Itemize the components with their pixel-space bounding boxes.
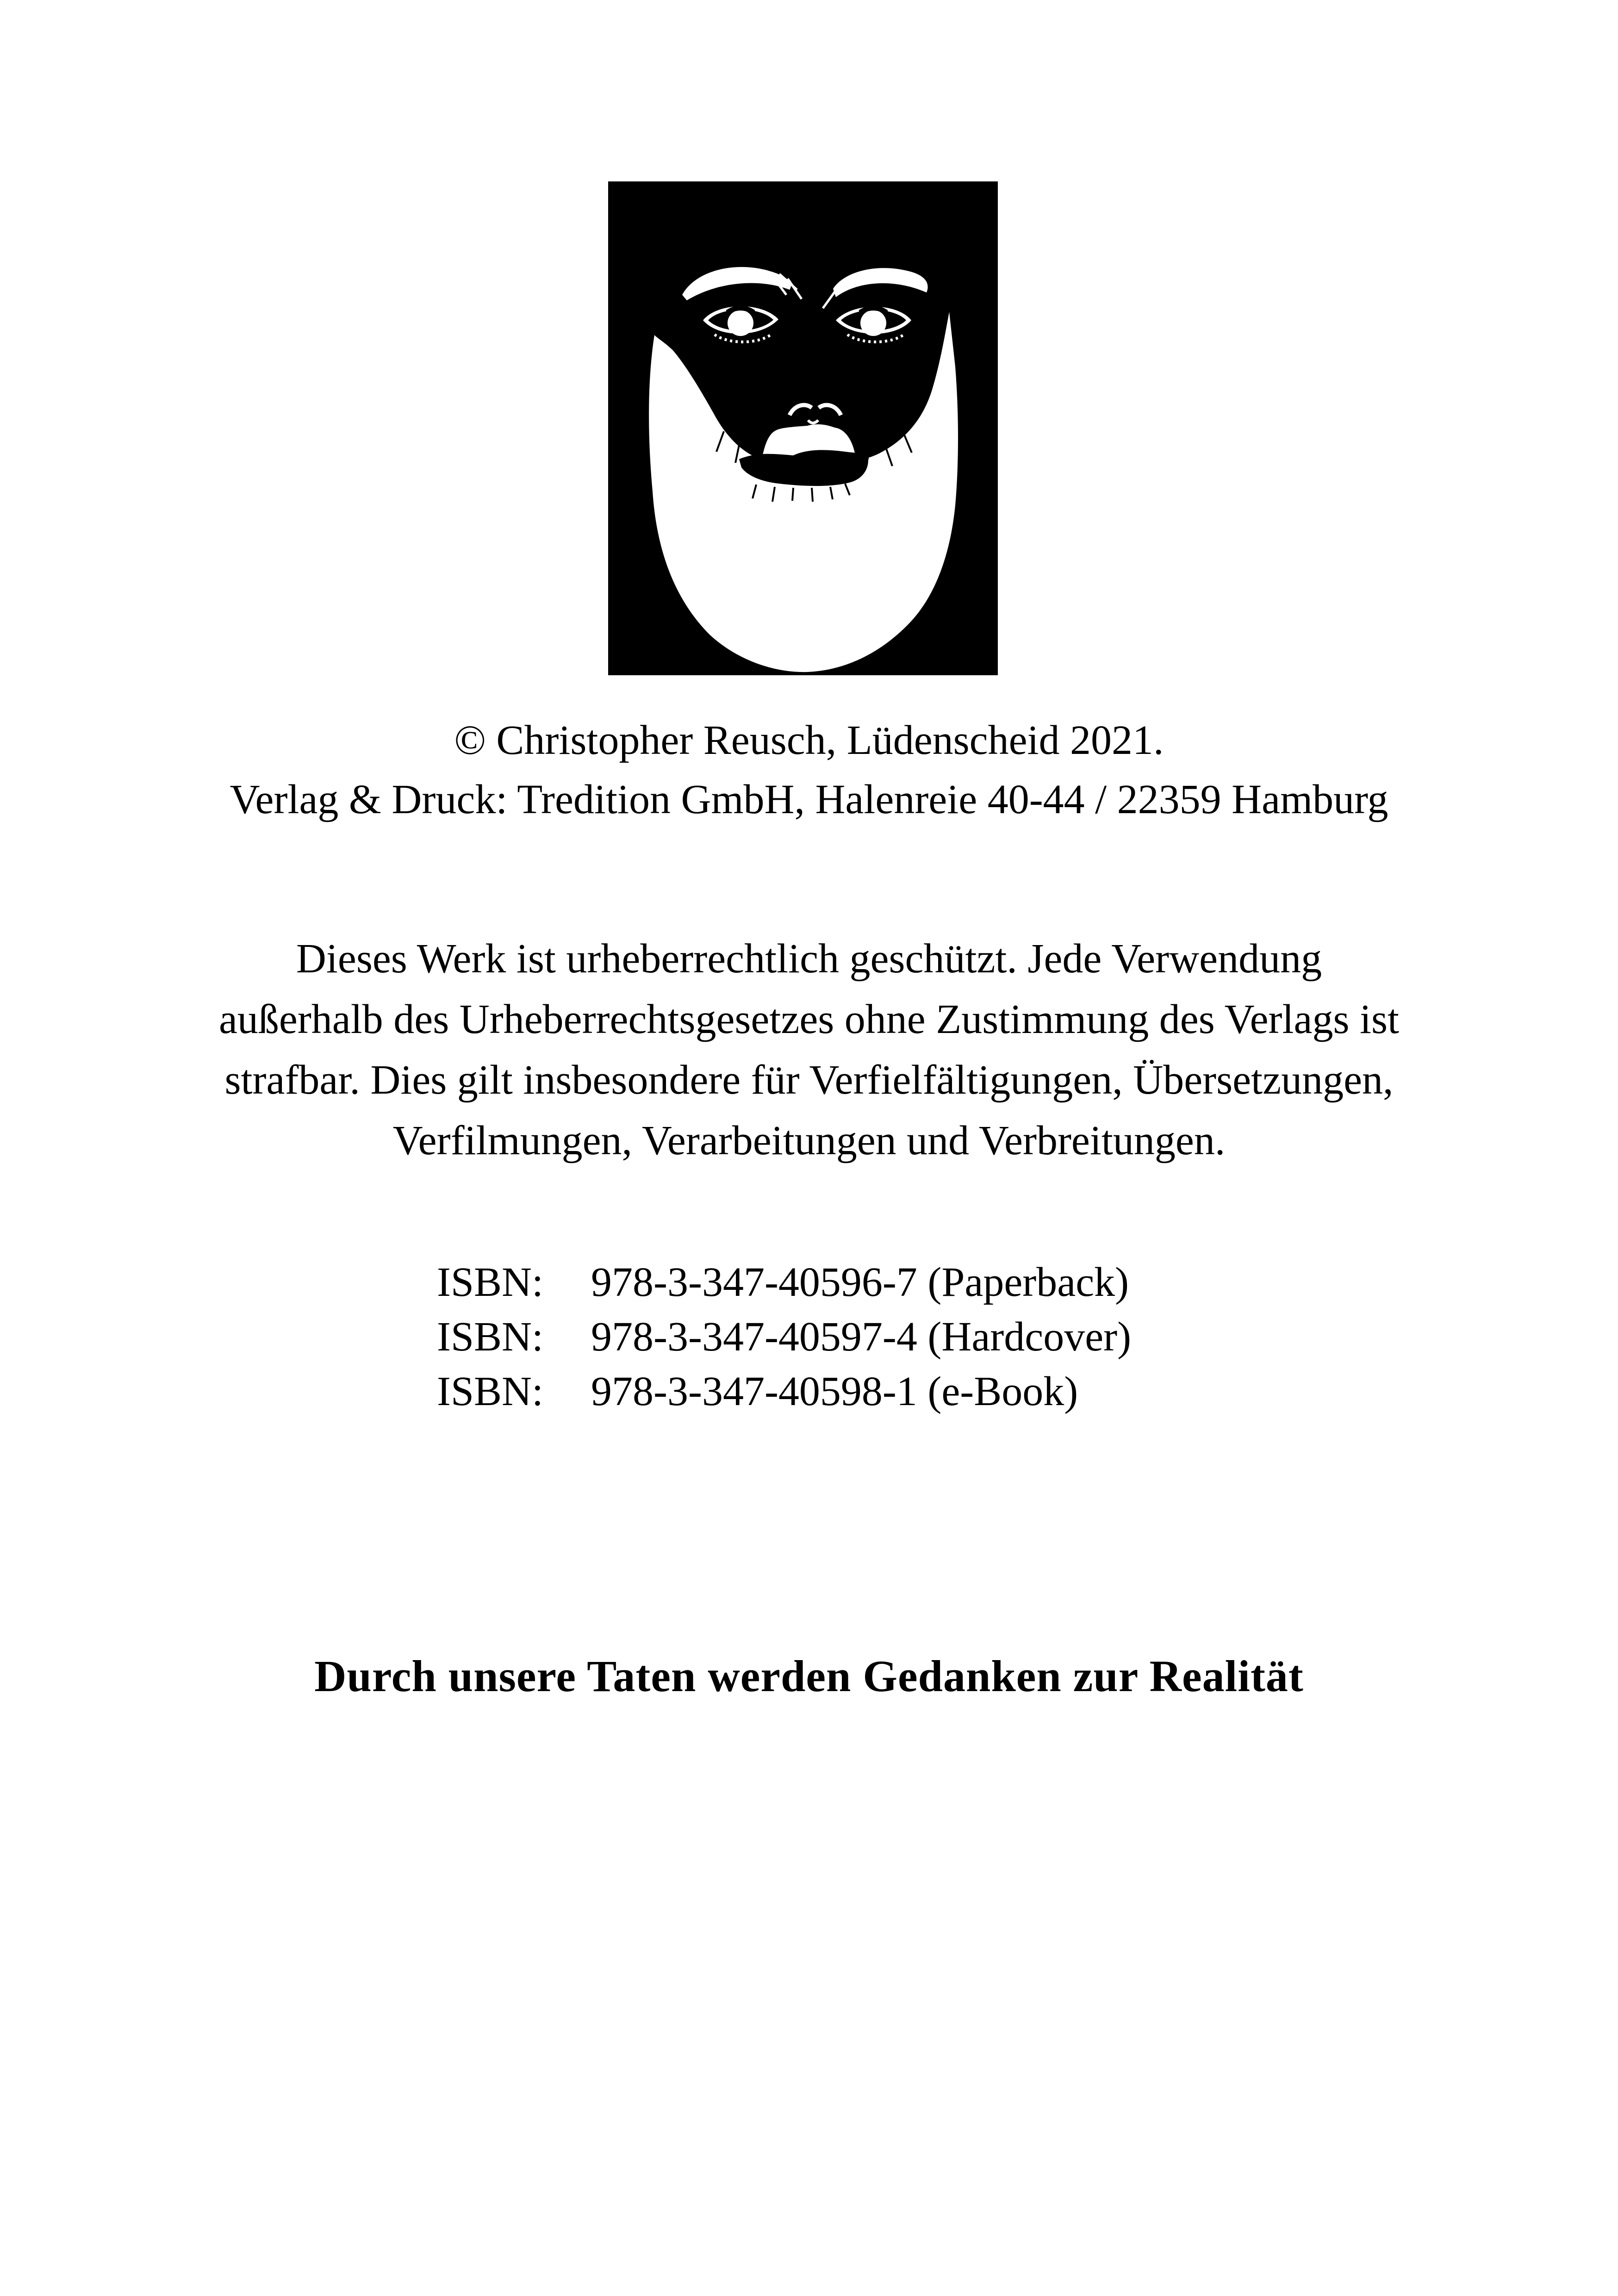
isbn-row <box>437 1310 1131 1364</box>
motto <box>0 1650 1618 1702</box>
isbn-value: 978-3-347-40598-1 (e-Book) <box>591 1369 1078 1414</box>
face-artwork <box>608 181 998 675</box>
rights-notice <box>0 928 1618 1171</box>
isbn-value: 978-3-347-40596-7 (Paperback) <box>591 1259 1129 1305</box>
publisher-line: Verlag & Druck: Tredition GmbH, Halenreie 40-44 / 22359 Hamburg <box>230 777 1388 822</box>
rights-line: strafbar. Dies gilt insbesondere für Verfielfältigungen, Übersetzungen, <box>224 1057 1394 1103</box>
isbn-list <box>437 1255 1131 1419</box>
isbn-label: ISBN: <box>437 1369 544 1414</box>
copyright-block <box>0 711 1618 829</box>
rights-line: außerhalb des Urheberrechtsgesetzes ohne Zustimmung des Verlags ist <box>218 996 1400 1042</box>
face-illustration-icon <box>608 181 998 675</box>
isbn-label: ISBN: <box>437 1314 544 1360</box>
motto-text: Durch unsere Taten werden Gedanken zur Realität <box>314 1651 1304 1701</box>
isbn-label: ISBN: <box>437 1259 544 1305</box>
rights-line: Dieses Werk ist urheberrechtlich geschützt. Jede Verwendung <box>296 936 1322 982</box>
isbn-row <box>437 1255 1131 1310</box>
copyright-line: © Christopher Reusch, Lüdenscheid 2021. <box>454 717 1164 763</box>
isbn-row <box>437 1364 1131 1419</box>
isbn-value: 978-3-347-40597-4 (Hardcover) <box>591 1314 1132 1360</box>
rights-line: Verfilmungen, Verarbeitungen und Verbreitungen. <box>392 1118 1226 1164</box>
